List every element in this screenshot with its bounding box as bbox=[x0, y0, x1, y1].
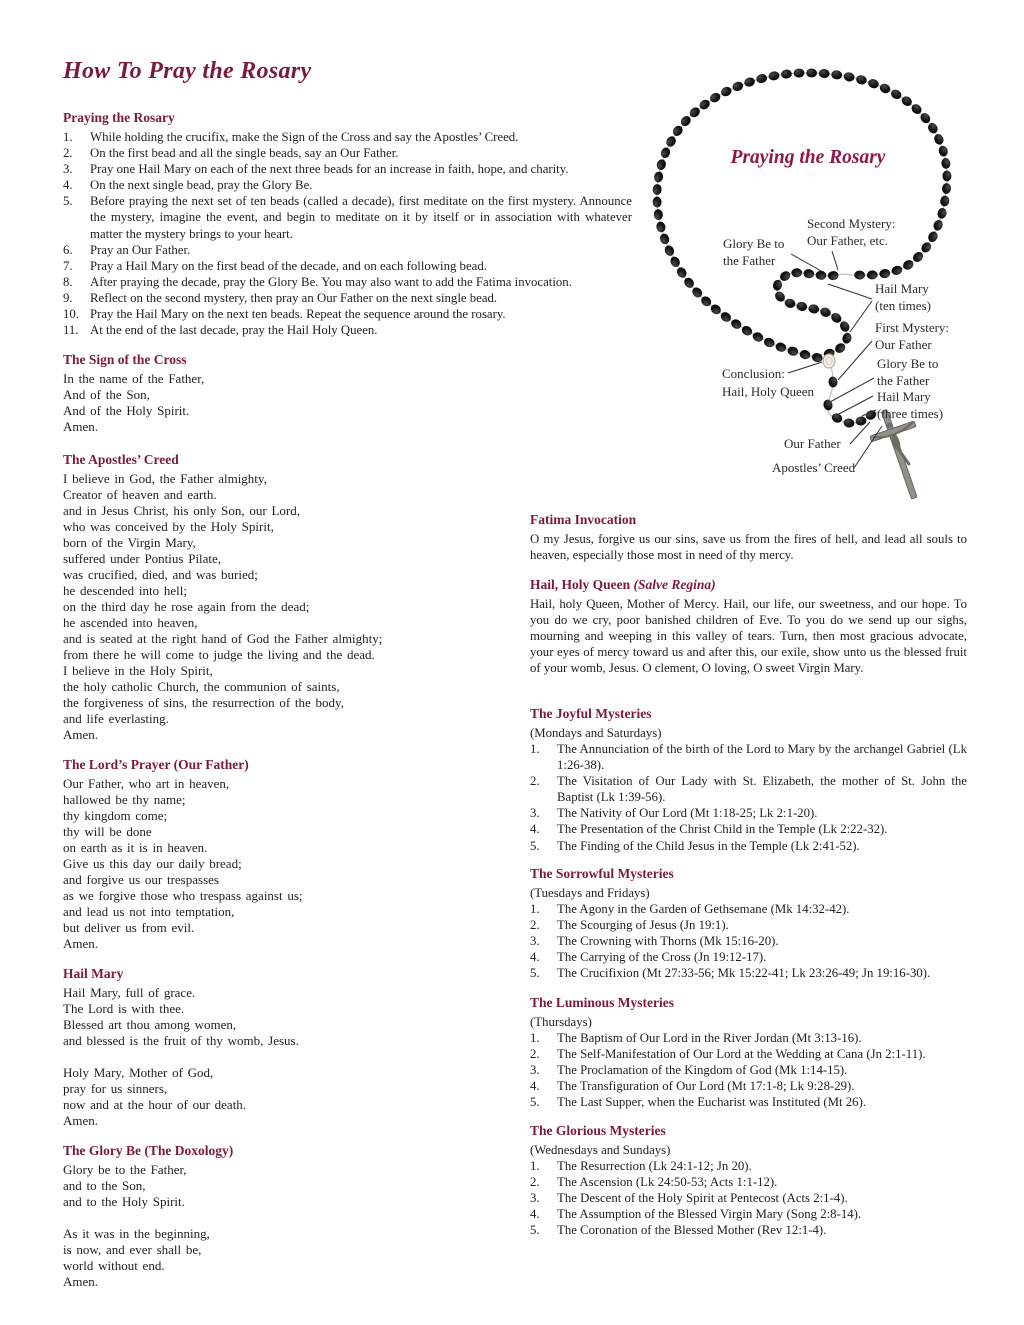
list-item: 3. The Crowning with Thorns (Mk 15:16-20). bbox=[530, 934, 779, 949]
section-heading: The Glory Be (The Doxology) bbox=[63, 1143, 234, 1158]
prayer-line: now and at the hour of our death. bbox=[63, 1097, 247, 1112]
figure-label-hail-mary-ten: Hail Mary bbox=[875, 281, 929, 296]
figure-title: Praying the Rosary bbox=[730, 147, 886, 168]
section-heading: Hail Mary bbox=[63, 966, 124, 981]
prayer-line: I believe in God, the Father almighty, bbox=[63, 471, 267, 486]
prayer-text bbox=[63, 985, 523, 1129]
list-item: 2. The Scourging of Jesus (Jn 19:1). bbox=[530, 918, 729, 933]
section-glory-be bbox=[63, 1143, 523, 1290]
list-item: 6. Pray an Our Father. bbox=[63, 242, 191, 257]
prayer-line: pray for us sinners, bbox=[63, 1081, 168, 1096]
prayer-line: on earth as it is in heaven. bbox=[63, 840, 208, 855]
prayer-paragraph: O my Jesus, forgive us our sins, save us from the fires of hell, and lead all souls to heaven, especially those most in need of thy mercy. bbox=[530, 532, 967, 562]
prayer-line bbox=[63, 1049, 523, 1065]
prayer-line: from there he will come to judge the living and the dead. bbox=[63, 647, 375, 662]
list-item: 9. Reflect on the second mystery, then pray an Our Father on the next single bead. bbox=[63, 290, 498, 305]
figure-label-second-mystery: Second Mystery: bbox=[807, 216, 896, 231]
section-heading: Fatima Invocation bbox=[530, 512, 637, 527]
section-days: (Mondays and Saturdays) bbox=[530, 726, 662, 740]
list-item: 1. The Baptism of Our Lord in the River Jordan (Mt 3:13-16). bbox=[530, 1031, 862, 1045]
prayer-line: and to the Son, bbox=[63, 1178, 146, 1193]
list-item: 5. The Finding of the Child Jesus in the Temple (Lk 2:41-52). bbox=[530, 838, 860, 853]
prayer-line bbox=[63, 1210, 523, 1226]
section-heading: The Sorrowful Mysteries bbox=[530, 866, 674, 881]
prayer-line: Blessed art thou among women, bbox=[63, 1017, 237, 1032]
list-item: 4. The Carrying of the Cross (Jn 19:12-17). bbox=[530, 950, 767, 965]
list-item: 3. Pray one Hail Mary on each of the next three beads for an increase in faith, hope, and charity. bbox=[63, 162, 569, 177]
prayer-line: and blessed is the fruit of thy womb, Jesus. bbox=[63, 1033, 299, 1048]
section-heading: The Joyful Mysteries bbox=[530, 706, 652, 721]
prayer-line: Give us this day our daily bread; bbox=[63, 856, 242, 871]
section-heading: Praying the Rosary bbox=[63, 110, 175, 125]
prayer-line: as we forgive those who trespass against us; bbox=[63, 888, 303, 903]
section-hail-mary bbox=[63, 966, 523, 1129]
prayer-line: who was conceived by the Holy Spirit, bbox=[63, 519, 274, 534]
list-item: 3. The Descent of the Holy Spirit at Pentecost (Acts 2:1-4). bbox=[530, 1191, 848, 1206]
prayer-line: Glory be to the Father, bbox=[63, 1162, 187, 1177]
section-sign-of-the-cross bbox=[63, 352, 523, 435]
prayer-line: As it was in the beginning, bbox=[63, 1226, 210, 1241]
list-item: 3. The Proclamation of the Kingdom of God (Mk 1:14-15). bbox=[530, 1063, 848, 1078]
list-item: 2. The Visitation of Our Lady with St. Elizabeth, the mother of St. John the Baptist (Lk 1:39-56). bbox=[530, 774, 967, 805]
prayer-line: he ascended into heaven, bbox=[63, 615, 198, 630]
instruction-list bbox=[63, 129, 632, 338]
prayer-line: Our Father, who art in heaven, bbox=[63, 776, 230, 791]
prayer-line: the forgiveness of sins, the resurrection of the body, bbox=[63, 695, 344, 710]
prayer-line: Hail Mary, full of grace. bbox=[63, 985, 196, 1000]
figure-label-conclusion: Conclusion: bbox=[722, 366, 785, 381]
section-days: (Thursdays) bbox=[530, 1015, 592, 1029]
prayer-line: suffered under Pontius Pilate, bbox=[63, 551, 222, 566]
prayer-paragraph: Hail, holy Queen, Mother of Mercy. Hail, our life, our sweetness, and our hope. To you do we cry, poor banished children of Eve. To you do we send up our sighs, mourning and weeping in this valley of tears. Turn, then most gracious advocate, your eyes of mercy toward us and after this, our exile, show unto us the blessed fruit of your womb, Jesus. O clement, O loving, O sweet Virgin Mary. bbox=[530, 597, 967, 675]
section-heading: The Lord’s Prayer (Our Father) bbox=[63, 757, 249, 772]
figure-label-first-mystery: Our Father bbox=[875, 337, 932, 352]
section-luminous-mysteries bbox=[530, 995, 967, 1110]
figure-label-glory-be-top: the Father bbox=[723, 253, 776, 268]
section-heading: The Sign of the Cross bbox=[63, 352, 187, 367]
figure-label-glory-be-top: Glory Be to bbox=[723, 236, 785, 251]
list-item: 4. On the next single bead, pray the Glory Be. bbox=[63, 178, 313, 193]
list-item: 4. The Assumption of the Blessed Virgin Mary (Song 2:8-14). bbox=[530, 1207, 862, 1222]
prayer-text bbox=[63, 1162, 523, 1290]
prayer-line: And of the Holy Spirit. bbox=[63, 403, 190, 418]
section-heading: The Luminous Mysteries bbox=[530, 995, 675, 1010]
list-item: 11. At the end of the last decade, pray the Hail Holy Queen. bbox=[63, 323, 378, 338]
mystery-list bbox=[530, 741, 967, 854]
mystery-list bbox=[530, 1158, 967, 1238]
list-item: 1. The Resurrection (Lk 24:1-12; Jn 20). bbox=[530, 1159, 752, 1173]
list-item: 5. Before praying the next set of ten beads (called a decade), first meditate on the first mystery. Announce the mystery, imagine the event, and begin to meditate on it by itself or in association with whatever matter the mystery brings to your heart. bbox=[63, 194, 632, 241]
prayer-line: Amen. bbox=[63, 1113, 99, 1128]
prayer-line: is now, and ever shall be, bbox=[63, 1242, 202, 1257]
prayer-line: and to the Holy Spirit. bbox=[63, 1194, 185, 1209]
figure-label-apostles-creed: Apostles’ Creed bbox=[772, 460, 856, 475]
prayer-line: And of the Son, bbox=[63, 387, 150, 402]
figure-label-conclusion: Hail, Holy Queen bbox=[722, 384, 815, 399]
list-item: 5. The Crucifixion (Mt 27:33-56; Mk 15:22-41; Lk 23:26-49; Jn 19:16-30). bbox=[530, 966, 931, 981]
prayer-line: he descended into hell; bbox=[63, 583, 187, 598]
list-item: 1. While holding the crucifix, make the Sign of the Cross and say the Apostles’ Creed. bbox=[63, 130, 519, 144]
figure-label-hail-mary-three: Hail Mary bbox=[877, 389, 931, 404]
page-title: How To Pray the Rosary bbox=[63, 58, 312, 84]
prayer-line: Creator of heaven and earth. bbox=[63, 487, 217, 502]
figure-label-hail-mary-three: (three times) bbox=[877, 406, 944, 421]
prayer-line: thy kingdom come; bbox=[63, 808, 168, 823]
section-sorrowful-mysteries bbox=[530, 866, 967, 981]
prayer-line: Amen. bbox=[63, 419, 99, 434]
section-heading: The Glorious Mysteries bbox=[530, 1123, 666, 1138]
list-item: 8. After praying the decade, pray the Glory Be. You may also want to add the Fatima invocation. bbox=[63, 274, 572, 289]
figure-label-second-mystery: Our Father, etc. bbox=[807, 233, 889, 248]
medal-icon bbox=[823, 354, 835, 368]
list-item: 4. The Transfiguration of Our Lord (Mt 17:1-8; Lk 9:28-29). bbox=[530, 1079, 855, 1094]
section-praying-the-rosary bbox=[63, 110, 632, 338]
mystery-list bbox=[530, 1030, 967, 1110]
figure-label-glory-be-mid: the Father bbox=[877, 373, 930, 388]
prayer-line: Amen. bbox=[63, 1274, 99, 1289]
section-heading: The Apostles’ Creed bbox=[63, 452, 179, 467]
list-item: 1. The Annunciation of the birth of the Lord to Mary by the archangel Gabriel (Lk 1:26-38). bbox=[530, 742, 967, 773]
figure-label-first-mystery: First Mystery: bbox=[875, 320, 950, 335]
figure-label-hail-mary-ten: (ten times) bbox=[875, 298, 931, 313]
section-days: (Tuesdays and Fridays) bbox=[530, 886, 650, 900]
list-item: 7. Pray a Hail Mary on the first bead of the decade, and on each following bead. bbox=[63, 258, 487, 273]
prayer-line: Amen. bbox=[63, 727, 99, 742]
prayer-line: I believe in the Holy Spirit, bbox=[63, 663, 213, 678]
section-hail-holy-queen bbox=[530, 577, 967, 676]
prayer-line: world without end. bbox=[63, 1258, 165, 1273]
prayer-line: was crucified, died, and was buried; bbox=[63, 567, 258, 582]
prayer-line: and is seated at the right hand of God the Father almighty; bbox=[63, 631, 383, 646]
section-glorious-mysteries bbox=[530, 1123, 967, 1238]
section-heading: Hail, Holy Queen (Salve Regina) bbox=[530, 577, 716, 592]
prayer-line: but deliver us from evil. bbox=[63, 920, 195, 935]
list-item: 5. The Last Supper, when the Eucharist was Instituted (Mt 26). bbox=[530, 1095, 867, 1110]
prayer-text bbox=[63, 471, 523, 743]
prayer-text bbox=[63, 371, 523, 435]
list-item: 2. The Self-Manifestation of Our Lord at the Wedding at Cana (Jn 2:1-11). bbox=[530, 1047, 926, 1062]
list-item: 10. Pray the Hail Mary on the next ten beads. Repeat the sequence around the rosary. bbox=[63, 307, 506, 322]
prayer-line: Amen. bbox=[63, 936, 99, 951]
prayer-line: and lead us not into temptation, bbox=[63, 904, 235, 919]
figure-label-glory-be-mid: Glory Be to bbox=[877, 356, 939, 371]
prayer-line: born of the Virgin Mary, bbox=[63, 535, 196, 550]
list-item: 5. The Coronation of the Blessed Mother (Rev 12:1-4). bbox=[530, 1223, 827, 1238]
section-lords-prayer bbox=[63, 757, 523, 952]
prayer-text bbox=[63, 776, 523, 952]
list-item: 4. The Presentation of the Christ Child in the Temple (Lk 2:22-32). bbox=[530, 822, 888, 837]
list-item: 2. The Ascension (Lk 24:50-53; Acts 1:1-12). bbox=[530, 1175, 778, 1190]
prayer-line: thy will be done bbox=[63, 824, 152, 839]
prayer-line: Holy Mary, Mother of God, bbox=[63, 1065, 214, 1080]
prayer-line: In the name of the Father, bbox=[63, 371, 205, 386]
section-apostles-creed bbox=[63, 452, 523, 743]
prayer-line: and forgive us our trespasses bbox=[63, 872, 219, 887]
section-heading-latin: (Salve Regina) bbox=[633, 577, 716, 592]
prayer-line: hallowed be thy name; bbox=[63, 792, 186, 807]
rosary-diagram bbox=[630, 60, 1024, 520]
prayer-line: and in Jesus Christ, his only Son, our Lord, bbox=[63, 503, 300, 518]
list-item: 3. The Nativity of Our Lord (Mt 1:18-25; Lk 2:1-20). bbox=[530, 806, 818, 821]
prayer-line: the holy catholic Church, the communion of saints, bbox=[63, 679, 340, 694]
mystery-list bbox=[530, 901, 967, 981]
figure-label-our-father: Our Father bbox=[784, 436, 841, 451]
prayer-line: and life everlasting. bbox=[63, 711, 169, 726]
section-days: (Wednesdays and Sundays) bbox=[530, 1143, 671, 1157]
prayer-line: The Lord is with thee. bbox=[63, 1001, 185, 1016]
list-item: 2. On the first bead and all the single beads, say an Our Father. bbox=[63, 146, 399, 161]
prayer-line: on the third day he rose again from the dead; bbox=[63, 599, 310, 614]
section-joyful-mysteries bbox=[530, 706, 967, 854]
list-item: 1. The Agony in the Garden of Gethsemane (Mk 14:32-42). bbox=[530, 902, 850, 916]
